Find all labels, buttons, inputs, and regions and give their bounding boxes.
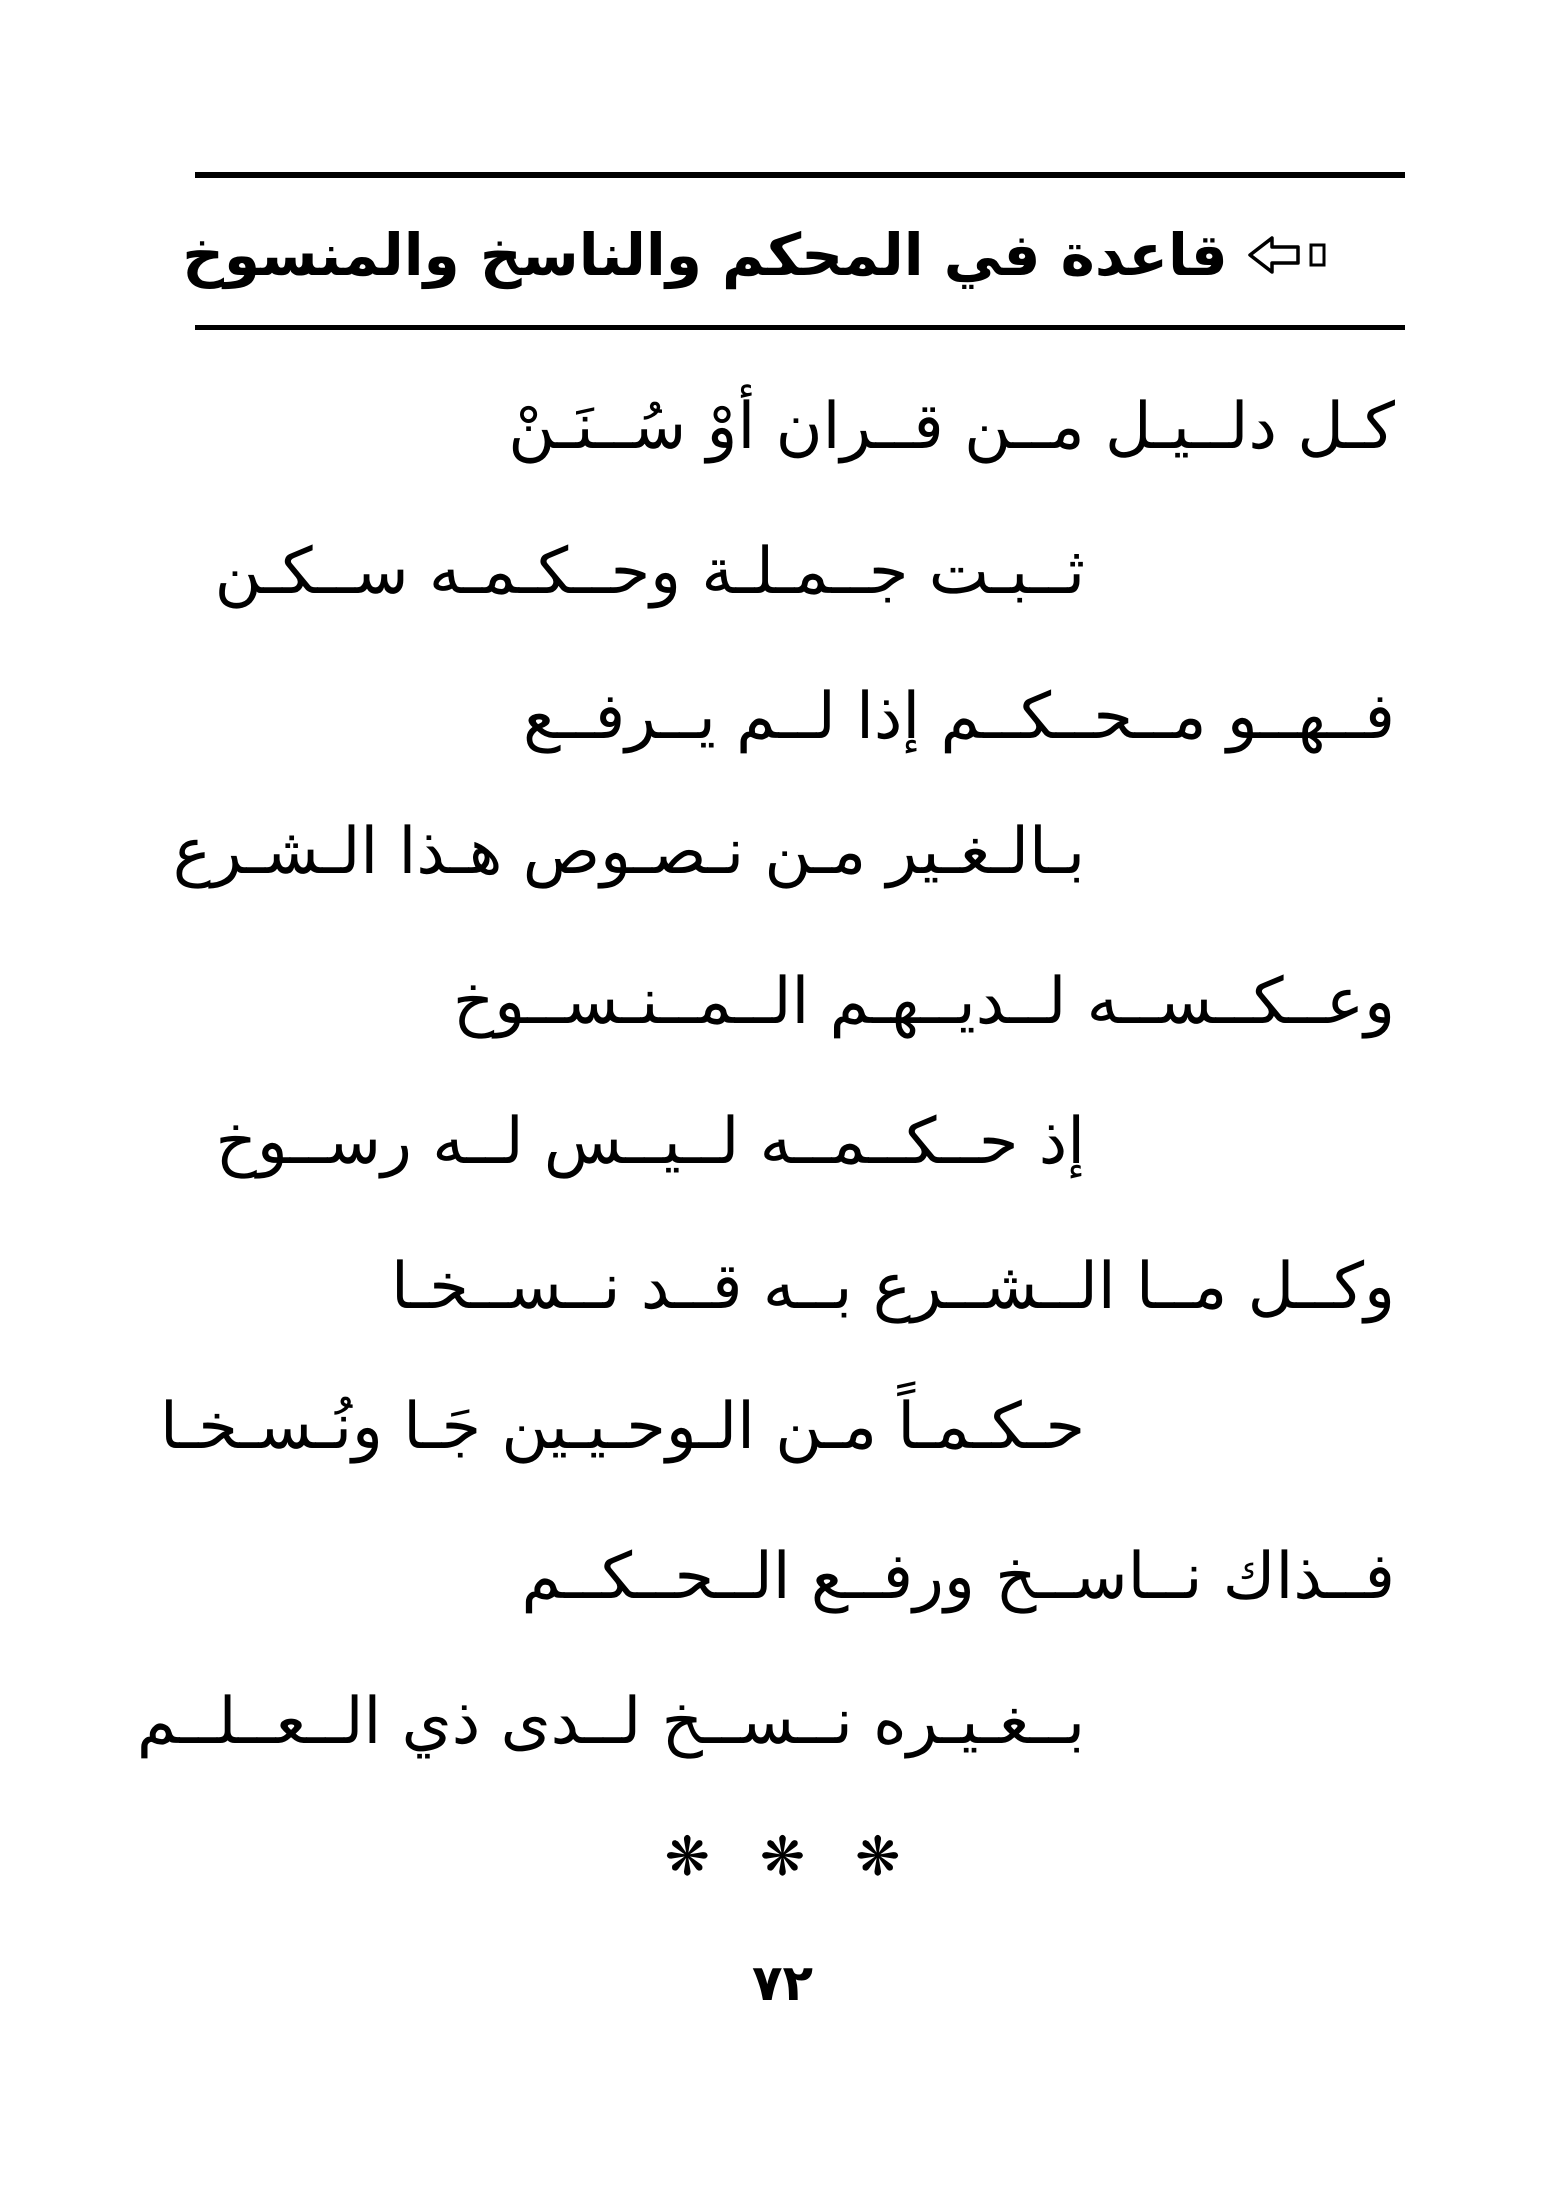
hand-pointing-left-icon bbox=[1246, 235, 1328, 275]
bottom-rule bbox=[195, 325, 1405, 330]
verse-1-first-hemistich: كـل دلــيـل مــن قــران أوْ سُــنَـنْ bbox=[508, 390, 1395, 464]
top-rule bbox=[195, 172, 1405, 178]
marker-box-icon bbox=[1308, 241, 1328, 269]
section-heading bbox=[182, 210, 1315, 300]
verse-5-second-hemistich: بــغـيـره نــســخ لــدى ذي الــعــلــم bbox=[136, 1685, 1085, 1759]
page-number: ٧٢ bbox=[751, 1954, 814, 2012]
verse-3-second-hemistich: إذ حــكــمــه لــيــس لــه رســوخ bbox=[215, 1105, 1085, 1179]
section-title: قاعدة في المحكم والناسخ والمنسوخ bbox=[182, 221, 1228, 289]
asterism-ornament-icon: ❋ bbox=[855, 1825, 901, 1888]
verse-2-second-hemistich: بـالـغـير مـن نـصـوص هـذا الـشـرع bbox=[172, 815, 1085, 889]
verse-2-first-hemistich: فــهــو مــحــكــم إذا لــم يــرفــع bbox=[523, 680, 1395, 754]
asterism-ornament-icon: ❋ bbox=[664, 1825, 710, 1888]
verse-1-second-hemistich: ثــبـت جــمـلـة وحــكـمـه ســكـن bbox=[214, 535, 1085, 609]
verse-4-second-hemistich: حـكـمـاً مـن الـوحـيـين جَـا ونُـسـخـا bbox=[160, 1390, 1085, 1464]
asterism-ornament-icon: ❋ bbox=[759, 1825, 806, 1888]
verse-4-first-hemistich: وكــل مــا الــشــرع بــه قــد نــســخـا bbox=[391, 1250, 1395, 1324]
arrow-left-outline-icon bbox=[1246, 235, 1302, 275]
section-end-ornaments bbox=[0, 1825, 1565, 1888]
verse-3-first-hemistich: وعــكــســه لــديــهـم الــمــنـســوخ bbox=[452, 965, 1395, 1039]
verse-5-first-hemistich: فــذاك نــاســخ ورفــع الــحــكــم bbox=[521, 1540, 1395, 1614]
